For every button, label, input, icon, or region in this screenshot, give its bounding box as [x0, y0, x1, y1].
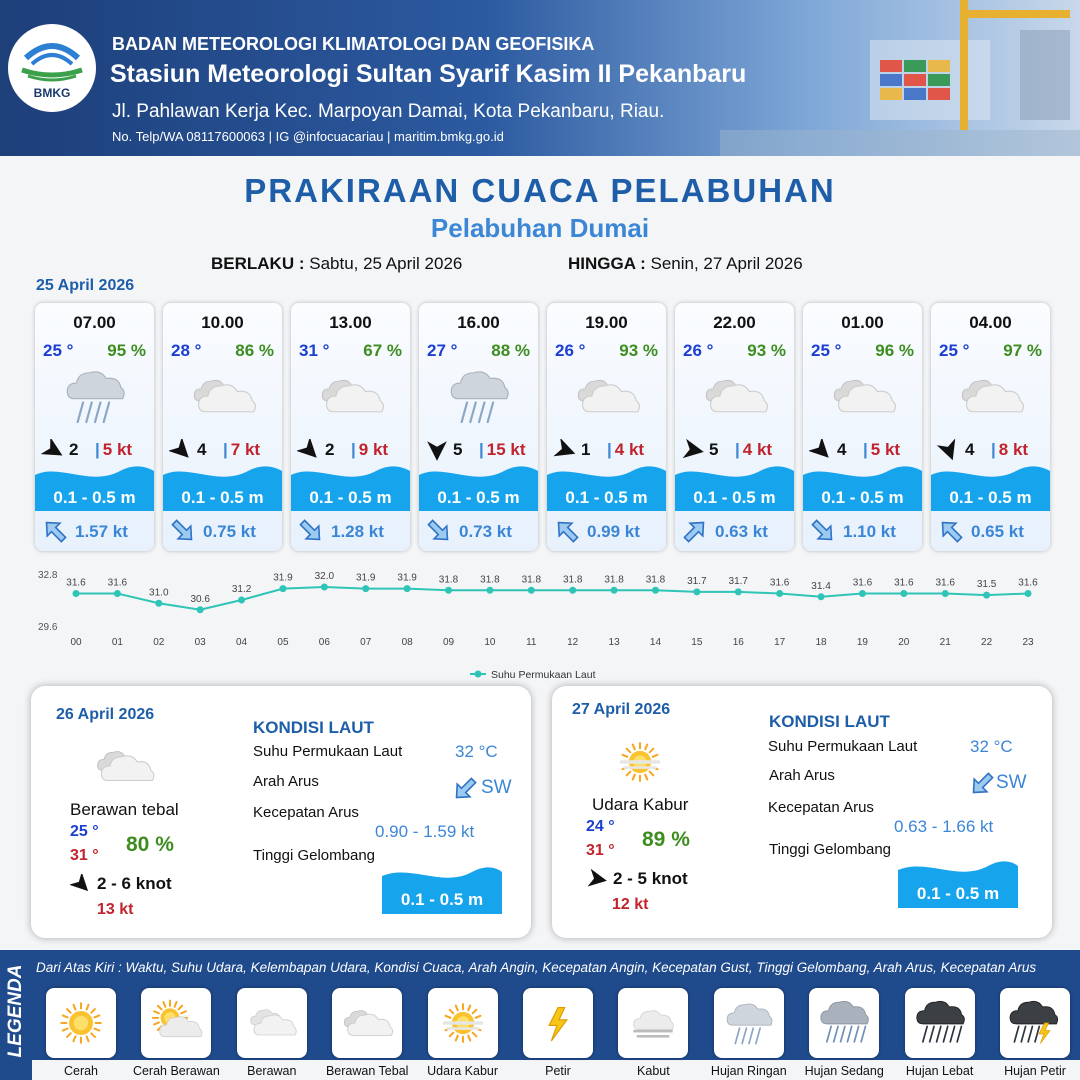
sst-data-point — [652, 587, 659, 594]
sst-data-point — [776, 590, 783, 597]
card-humidity: 97 % — [1003, 341, 1042, 360]
wind-direction-icon — [169, 439, 193, 461]
day-humidity: 89 % — [642, 828, 690, 851]
card-wave-height: 0.1 - 0.5 m — [53, 488, 136, 507]
legend-item-label: Cerah — [63, 1064, 99, 1078]
current-arrow-icon — [169, 518, 197, 544]
sst-value: 32 °C — [970, 737, 1013, 756]
card-current-speed: 1.28 kt — [331, 522, 384, 541]
sst-data-label: 31.6 — [1018, 577, 1038, 589]
legend-item — [237, 988, 307, 1058]
card-humidity: 88 % — [491, 341, 530, 360]
legend-item-label: Hujan Sedang — [804, 1064, 884, 1078]
legend-item — [141, 988, 211, 1058]
sst-label: Suhu Permukaan Laut — [768, 738, 918, 755]
x-tick-label: 17 — [774, 637, 786, 648]
cerah-berawan-icon — [146, 993, 206, 1053]
current-speed-label: Kecepatan Arus — [768, 799, 874, 816]
sst-data-label: 31.8 — [645, 574, 666, 586]
sst-data-point — [486, 587, 493, 594]
kondisi-laut-title: KONDISI LAUT — [253, 718, 374, 737]
wind-direction-icon — [937, 439, 961, 461]
legend-item-label: Berawan Tebal — [325, 1064, 409, 1078]
sst-data-point — [321, 584, 328, 591]
x-tick-label: 23 — [1022, 637, 1034, 648]
legend-title: LEGENDA — [5, 964, 26, 1058]
x-tick-label: 15 — [691, 637, 703, 648]
day-condition: Udara Kabur — [592, 795, 689, 814]
sst-data-point — [818, 593, 825, 600]
card-time: 19.00 — [585, 313, 628, 332]
current-arrow-icon — [425, 518, 453, 544]
sst-data-label: 31.9 — [273, 572, 293, 584]
sst-data-label: 31.8 — [438, 574, 459, 586]
legend-item-label: Berawan — [247, 1064, 297, 1078]
card-gust-value: 8 kt — [998, 440, 1029, 459]
sst-data-label: 31.6 — [894, 577, 914, 589]
card-current-speed: 1.57 kt — [75, 522, 128, 541]
x-tick-label: 22 — [981, 637, 993, 648]
x-tick-label: 20 — [898, 637, 910, 648]
sst-data-label: 31.4 — [811, 580, 831, 592]
current-dir-value: SW — [481, 777, 512, 798]
wind-direction-icon — [70, 874, 92, 894]
sst-data-label: 31.0 — [149, 587, 169, 599]
sst-data-label: 32.0 — [314, 571, 335, 582]
x-tick-label: 07 — [360, 637, 372, 648]
card-current-speed: 0.99 kt — [587, 522, 640, 541]
sst-data-point — [900, 590, 907, 597]
bmkg-logo — [8, 24, 96, 112]
sst-data-label: 31.6 — [107, 577, 128, 589]
sst-data-point — [983, 592, 990, 599]
sst-value: 32 °C — [455, 742, 498, 761]
card-wind-speed: 5 — [453, 440, 463, 459]
berawan-tebal-icon — [953, 361, 1029, 431]
day-tmax: 31 ° — [586, 842, 615, 859]
card-gust: | 5 kt — [863, 440, 901, 459]
sst-data-label: 31.8 — [480, 574, 500, 586]
hujan-ringan-icon — [719, 993, 779, 1053]
card-time: 07.00 — [73, 313, 116, 332]
sst-data-point — [445, 587, 452, 594]
card-wave-height: 0.1 - 0.5 m — [181, 488, 264, 507]
x-tick-label: 16 — [732, 637, 744, 648]
card-gust: | 4 kt — [607, 440, 645, 459]
day-tmin: 24 ° — [586, 818, 615, 835]
wind-direction-icon — [553, 439, 577, 461]
day-condition: Berawan tebal — [70, 800, 179, 819]
sst-data-point — [238, 597, 245, 604]
card-time: 13.00 — [329, 313, 372, 332]
current-dir-label: Arah Arus — [253, 773, 319, 790]
station-contact: No. Telp/WA 08117600063 | IG @infocuacariau | maritim.bmkg.go.id — [112, 129, 504, 144]
card-wave-height: 0.1 - 0.5 m — [309, 488, 392, 507]
sst-chart — [0, 562, 1080, 682]
x-tick-label: 12 — [567, 637, 579, 648]
current-speed-label: Kecepatan Arus — [253, 804, 359, 821]
card-temperature: 27 ° — [427, 341, 458, 360]
current-speed-value: 0.90 - 1.59 kt — [375, 822, 475, 841]
legend-description: Dari Atas Kiri : Waktu, Suhu Udara, Kelembapan Udara, Kondisi Cuaca, Arah Angin, Kecepatan Angin, Kecepatan Gust, Tinggi Gelombang, Arah Arus, Kecepatan Arus — [36, 960, 1037, 975]
card-time: 01.00 — [841, 313, 884, 332]
card-wave-height: 0.1 - 0.5 m — [437, 488, 520, 507]
card-wind-speed: 4 — [197, 440, 207, 459]
card-gust: | 5 kt — [95, 440, 133, 459]
card-wind-speed: 2 — [69, 440, 79, 459]
y-tick-label: 32.8 — [38, 570, 58, 581]
valid-from-value: Sabtu, 25 April 2026 — [309, 254, 463, 273]
day-wind: 2 - 5 knot — [613, 869, 688, 888]
current-arrow-icon — [809, 518, 837, 544]
day-box-2 — [552, 686, 1052, 938]
sst-data-label: 31.6 — [769, 577, 790, 589]
valid-to-value: Senin, 27 April 2026 — [650, 254, 803, 273]
card-humidity: 86 % — [235, 341, 274, 360]
x-tick-label: 18 — [815, 637, 827, 648]
x-tick-label: 00 — [70, 637, 82, 648]
card-humidity: 93 % — [747, 341, 786, 360]
legend-item-label: Hujan Petir — [1004, 1064, 1066, 1078]
card-gust-value: 15 kt — [486, 440, 526, 459]
card-wave-height: 0.1 - 0.5 m — [821, 488, 904, 507]
sst-data-label: 31.6 — [66, 577, 86, 589]
forecast-card — [803, 303, 922, 551]
x-tick-label: 11 — [526, 637, 537, 648]
legend-item — [523, 988, 593, 1058]
valid-from-label: BERLAKU : — [211, 254, 305, 273]
day-box-1 — [31, 686, 531, 938]
sst-data-label: 31.8 — [604, 574, 624, 586]
berawan-tebal-icon — [337, 993, 397, 1053]
card-temperature: 26 ° — [555, 341, 586, 360]
card-current-speed: 1.10 kt — [843, 522, 896, 541]
port-illustration — [720, 0, 1080, 156]
card-current-speed: 0.63 kt — [715, 522, 768, 541]
forecast-card — [931, 303, 1050, 551]
card-temperature: 31 ° — [299, 341, 330, 360]
hujan-petir-icon — [1005, 993, 1065, 1053]
sst-data-label: 31.9 — [397, 572, 417, 584]
forecast-card — [163, 303, 282, 551]
page-title: PRAKIRAAN CUACA PELABUHAN — [244, 172, 836, 209]
berawan-tebal-icon — [825, 361, 901, 431]
card-humidity: 93 % — [619, 341, 658, 360]
card-temperature: 25 ° — [43, 341, 74, 360]
hujan-ringan-icon — [441, 361, 517, 431]
current-arrow-icon — [553, 518, 581, 544]
wave-value: 0.1 - 0.5 m — [916, 884, 1000, 903]
hujan-ringan-icon — [57, 361, 133, 431]
card-wind-speed: 2 — [325, 440, 335, 459]
legend-item — [428, 988, 498, 1058]
wave-label: Tinggi Gelombang — [769, 841, 892, 858]
valid-to-label: HINGGA : — [568, 254, 646, 273]
sst-data-label: 31.7 — [687, 575, 707, 587]
card-gust-value: 4 kt — [742, 440, 773, 459]
card-time: 16.00 — [457, 313, 500, 332]
card-wave-height: 0.1 - 0.5 m — [565, 488, 648, 507]
day-gust: 12 kt — [612, 896, 649, 913]
legend-marker — [475, 671, 482, 678]
card-humidity: 96 % — [875, 341, 914, 360]
station-address: Jl. Pahlawan Kerja Kec. Marpoyan Damai, Kota Pekanbaru, Riau. — [112, 101, 665, 122]
card-wind-speed: 5 — [709, 440, 719, 459]
forecast-card — [547, 303, 666, 551]
card-wind-speed: 4 — [837, 440, 847, 459]
card-wave-height: 0.1 - 0.5 m — [693, 488, 776, 507]
current-arrow-icon — [937, 518, 965, 544]
card-current-speed: 0.75 kt — [203, 522, 256, 541]
wind-direction-icon — [681, 439, 705, 461]
card-gust-value: 5 kt — [870, 440, 901, 459]
legend-item — [46, 988, 116, 1058]
berawan-tebal-icon — [313, 361, 389, 431]
card-wave-height: 0.1 - 0.5 m — [949, 488, 1032, 507]
card-gust-value: 5 kt — [102, 440, 133, 459]
x-tick-label: 19 — [856, 637, 868, 648]
legend-item-label: Cerah Berawan — [132, 1064, 220, 1078]
forecast-card — [291, 303, 410, 551]
legend-side — [0, 950, 32, 1080]
sst-data-point — [114, 590, 121, 597]
current-arrow-icon — [297, 518, 325, 544]
x-tick-label: 13 — [608, 637, 620, 648]
card-gust-value: 7 kt — [230, 440, 261, 459]
legend-item-label: Udara Kabur — [427, 1064, 499, 1078]
berawan-tebal-icon — [89, 736, 159, 796]
sst-data-label: 31.8 — [562, 574, 583, 586]
legend — [0, 950, 1080, 1080]
card-temperature: 28 ° — [171, 341, 202, 360]
card-gust: | 9 kt — [351, 440, 389, 459]
hujan-lebat-icon — [910, 993, 970, 1053]
forecast-card — [675, 303, 794, 551]
current-dir-value: SW — [996, 772, 1027, 793]
day-date: 27 April 2026 — [572, 701, 671, 718]
day-date: 26 April 2026 — [56, 706, 155, 723]
card-gust: | 15 kt — [479, 440, 526, 459]
legend-item-label: Petir — [545, 1064, 571, 1078]
legend-label: Suhu Permukaan Laut — [491, 669, 596, 681]
card-temperature: 26 ° — [683, 341, 714, 360]
current-arrow-icon — [681, 518, 709, 544]
current-arrow-icon — [41, 518, 69, 544]
card-wind-speed: 1 — [581, 440, 591, 459]
sst-label: Suhu Permukaan Laut — [253, 743, 403, 760]
forecast-card — [419, 303, 538, 551]
day-tmin: 25 ° — [70, 823, 99, 840]
sst-data-label: 31.7 — [728, 575, 748, 587]
sst-data-label: 31.5 — [976, 579, 997, 591]
card-current-speed: 0.73 kt — [459, 522, 512, 541]
sst-data-point — [942, 590, 949, 597]
card-time: 10.00 — [201, 313, 244, 332]
berawan-tebal-icon — [185, 361, 261, 431]
sst-data-point — [279, 585, 286, 592]
legend-item — [618, 988, 688, 1058]
udara-kabur-icon — [433, 993, 493, 1053]
legend-item-label: Hujan Lebat — [905, 1064, 974, 1078]
sst-data-point — [859, 590, 866, 597]
sst-data-point — [569, 587, 576, 594]
x-tick-label: 09 — [442, 637, 455, 648]
org-name: BADAN METEOROLOGI KLIMATOLOGI DAN GEOFISIKA — [112, 34, 595, 54]
sst-data-point — [73, 590, 80, 597]
logo-text: BMKG — [33, 86, 71, 100]
cerah-icon — [51, 993, 111, 1053]
forecast-card — [35, 303, 154, 551]
day-tmax: 31 ° — [70, 847, 99, 864]
card-gust: | 4 kt — [735, 440, 773, 459]
sst-data-point — [404, 585, 411, 592]
x-tick-label: 06 — [318, 637, 330, 648]
berawan-icon — [242, 993, 302, 1053]
sst-data-point — [693, 588, 700, 595]
valid-to — [568, 254, 803, 274]
current-dir-label: Arah Arus — [769, 767, 835, 784]
x-tick-label: 21 — [939, 637, 951, 648]
x-tick-label: 03 — [194, 637, 206, 648]
card-time: 22.00 — [713, 313, 756, 332]
udara-kabur-icon — [610, 734, 670, 790]
card-humidity: 95 % — [107, 341, 146, 360]
wind-direction-icon — [41, 439, 65, 461]
kabut-icon — [623, 993, 683, 1053]
day-wind: 2 - 6 knot — [97, 874, 172, 893]
sst-data-point — [155, 600, 162, 607]
x-tick-label: 14 — [649, 637, 662, 648]
card-time: 04.00 — [969, 313, 1012, 332]
wave-value: 0.1 - 0.5 m — [400, 890, 484, 909]
card-temperature: 25 ° — [939, 341, 970, 360]
wave-label: Tinggi Gelombang — [253, 847, 376, 864]
sst-data-point — [611, 587, 618, 594]
petir-icon — [528, 993, 588, 1053]
sst-data-label: 31.9 — [356, 572, 376, 584]
current-arrow-icon — [451, 776, 479, 802]
legend-item — [809, 988, 879, 1058]
header-banner — [0, 0, 1080, 156]
sst-data-point — [528, 587, 535, 594]
current-speed-value: 0.63 - 1.66 kt — [894, 817, 994, 836]
berawan-tebal-icon — [697, 361, 773, 431]
card-current-speed: 0.65 kt — [971, 522, 1024, 541]
card-gust: | 7 kt — [223, 440, 261, 459]
x-tick-label: 05 — [277, 637, 289, 648]
x-tick-label: 08 — [401, 637, 413, 648]
sst-data-label: 30.6 — [190, 593, 210, 605]
legend-item — [1000, 988, 1070, 1058]
current-arrow-icon — [968, 771, 996, 797]
legend-item-label: Kabut — [637, 1064, 670, 1078]
page-subtitle: Pelabuhan Dumai — [430, 213, 650, 243]
card-gust-value: 9 kt — [358, 440, 389, 459]
x-tick-label: 01 — [111, 637, 123, 648]
wind-direction-icon — [809, 439, 833, 461]
sst-series-line — [76, 587, 1028, 610]
sst-data-point — [362, 585, 369, 592]
card-humidity: 67 % — [363, 341, 402, 360]
sst-data-label: 31.6 — [852, 577, 873, 589]
y-tick-label: 29.6 — [38, 622, 58, 633]
legend-item — [332, 988, 402, 1058]
x-tick-label: 02 — [153, 637, 165, 648]
kondisi-laut-title: KONDISI LAUT — [769, 712, 890, 731]
wind-direction-icon — [586, 869, 608, 889]
wind-direction-icon — [297, 439, 321, 461]
day-gust: 13 kt — [97, 901, 134, 918]
sst-data-point — [197, 606, 204, 613]
x-tick-label: 10 — [484, 637, 496, 648]
wind-direction-icon — [425, 439, 449, 461]
berawan-tebal-icon — [569, 361, 645, 431]
hujan-sedang-icon — [814, 993, 874, 1053]
sst-data-label: 31.6 — [935, 577, 955, 589]
sst-data-point — [1025, 590, 1032, 597]
legend-item — [905, 988, 975, 1058]
sst-data-label: 31.2 — [231, 584, 252, 595]
legend-item-label: Hujan Ringan — [710, 1064, 787, 1078]
card-wind-speed: 4 — [965, 440, 975, 459]
sst-data-point — [735, 588, 742, 595]
x-tick-label: 04 — [236, 637, 248, 648]
card-gust-value: 4 kt — [614, 440, 645, 459]
card-gust: | 8 kt — [991, 440, 1029, 459]
valid-from — [211, 254, 462, 274]
day1-date: 25 April 2026 — [36, 277, 135, 294]
sst-data-label: 31.8 — [521, 574, 542, 586]
card-temperature: 25 ° — [811, 341, 842, 360]
legend-item — [714, 988, 784, 1058]
station-name: Stasiun Meteorologi Sultan Syarif Kasim II Pekanbaru — [110, 60, 747, 88]
day-humidity: 80 % — [126, 833, 174, 856]
